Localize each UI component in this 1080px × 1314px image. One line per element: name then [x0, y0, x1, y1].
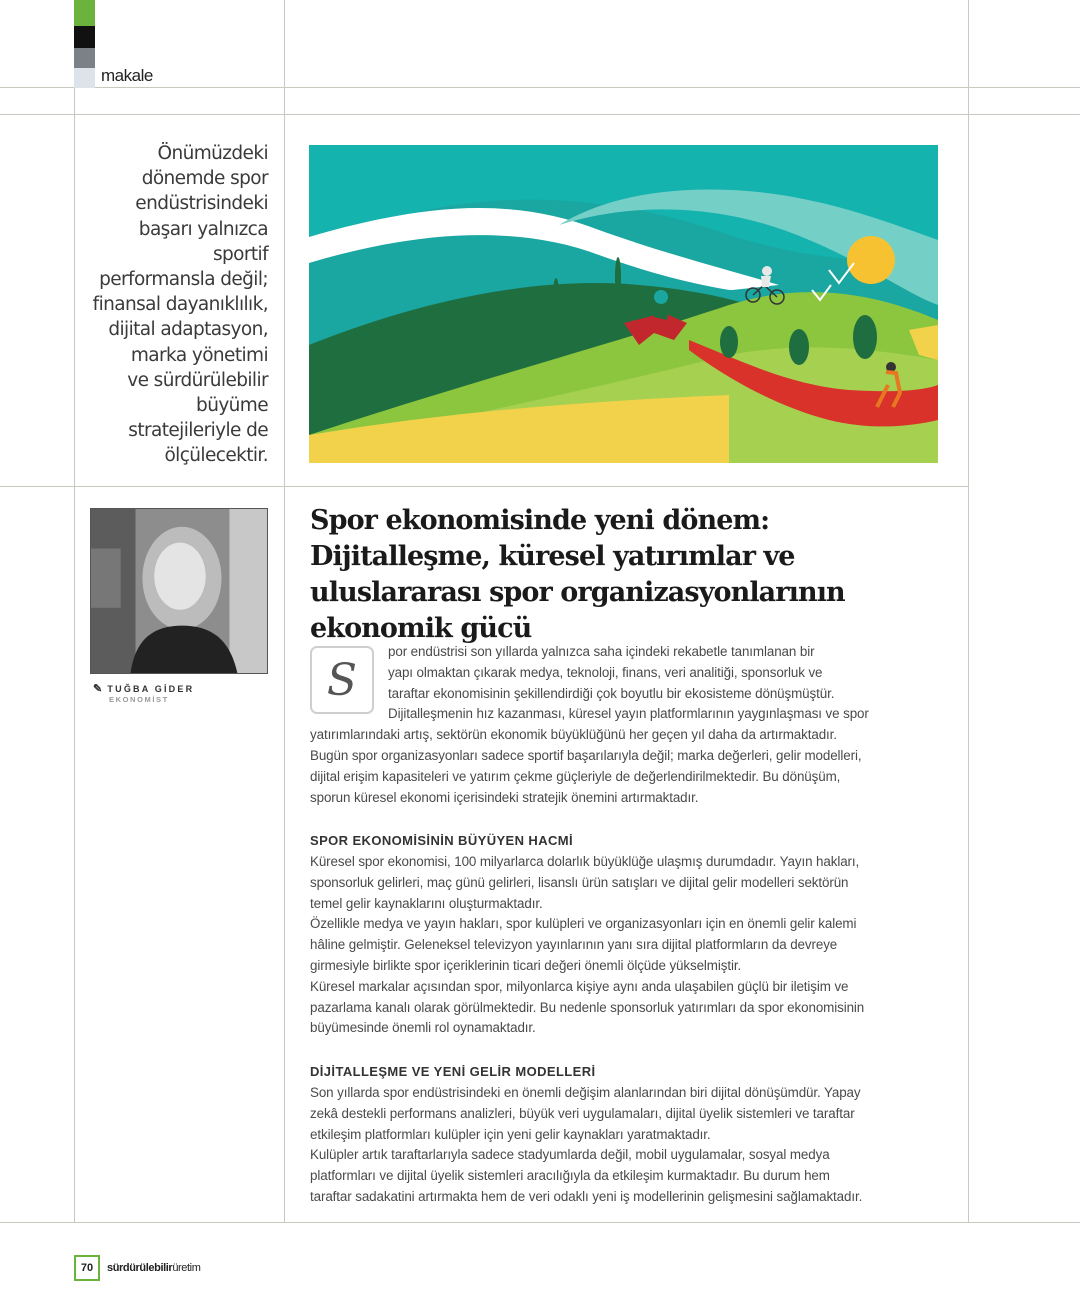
pull-quote-line: Önümüzdeki — [157, 143, 268, 164]
footer-brand — [107, 1262, 200, 1274]
section-body — [310, 1083, 940, 1208]
footer-brand-bold: sürdürülebilir — [107, 1262, 173, 1274]
body-line: Bugün spor organizasyonları sadece sportif başarılarıyla değil; marka değerleri, gelir modelleri, — [310, 747, 862, 763]
pull-quote-line: marka yönetimi — [130, 344, 268, 366]
page-number: 70 — [74, 1255, 100, 1281]
color-swatch-green — [74, 0, 95, 26]
color-swatch-gray — [74, 48, 95, 68]
article-intro — [310, 642, 940, 808]
pull-quote-line: finansal dayanıklılık, — [92, 294, 268, 316]
author-role: EKONOMİST — [109, 695, 169, 704]
body-line: Küresel markalar açısından spor, milyonlarca kişiye aynı anda ulaşabilen güçlü bir iletişim ve — [310, 978, 849, 994]
body-line: sporun küresel ekonomi içerisindeki stratejik önemini artırmaktadır. — [310, 789, 699, 805]
pull-quote-line: ve sürdürülebilir — [127, 369, 268, 391]
pull-quote-line: dijital adaptasyon, — [108, 319, 268, 341]
frame-line-bottom — [0, 1222, 1080, 1223]
body-line: etkileşim platformları kulüpler için yeni gelir kaynakları yaratmaktadır. — [310, 1126, 711, 1142]
body-line: Özellikle medya ve yayın hakları, spor kulüpleri ve organizasyonları için en önemli gelir kalemi — [310, 916, 857, 932]
article-headline: Spor ekonomisinde yeni dönem: Dijitalleşme, küresel yatırımlar ve uluslararası spor organizasyonlarının ekonomik gücü — [310, 505, 845, 644]
body-line: taraftar sadakatini artırmakta hem de veri odaklı yeni iş modellerinin gelişmesini sağlamaktadır. — [310, 1188, 863, 1204]
section-label: makale — [101, 66, 153, 85]
pull-quote-line: ölçülecektir. — [164, 445, 268, 467]
body-line: temel gelir kaynaklarını oluşturmaktadır. — [310, 895, 543, 911]
frame-line-mid — [0, 486, 968, 487]
body-line: Küresel spor ekonomisi, 100 milyarlarca dolarlık büyüklüğe ulaşmış durumdadır. Yayın hakları, — [310, 854, 860, 869]
body-line: girmesiyle birlikte spor içeriklerinin ticari değeri önemli ölçüde yükselmiştir. — [310, 957, 742, 973]
body-line: Kulüpler artık taraftarlarıyla sadece stadyumlarda değil, mobil uygulamalar, sosyal medya — [310, 1147, 830, 1163]
section-heading: DİJİTALLEŞME VE YENİ GELİR MODELLERİ — [310, 1064, 596, 1079]
pen-icon: ✎ — [93, 683, 105, 695]
pull-quote-line: büyüme — [196, 395, 268, 417]
body-line: taraftar ekonomisinin şekillendirdiği çok boyutlu bir ekosisteme dönüşmüştür. — [388, 685, 835, 701]
body-line: zekâ destekli performans analizleri, büyük veri uygulamaları, dijital üyelik sistemleri ve taraftar — [310, 1105, 855, 1121]
frame-line-right — [968, 0, 969, 1222]
body-line: platformları ve dijital üyelik sistemleri aracılığıyla da etkileşim kurmaktadır. Bu durum hem — [310, 1168, 830, 1184]
pull-quote-line: performansla değil; — [99, 269, 268, 291]
author-name — [93, 682, 194, 695]
frame-line-top-1 — [0, 87, 1080, 88]
pull-quote-line: sportif — [212, 243, 268, 265]
frame-line-top-2 — [0, 114, 1080, 115]
body-line: büyümesinde önemli rol oynamaktadır. — [310, 1020, 536, 1036]
hero-illustration — [309, 145, 938, 463]
color-swatch-light — [74, 68, 95, 88]
section-body — [310, 852, 940, 1039]
frame-line-center — [284, 0, 285, 1222]
body-line: Son yıllarda spor endüstrisindeki en önemli değişim alanlarından biri dijital dönüşümdür. Yapay — [310, 1085, 861, 1100]
body-line: por endüstrisi son yıllarda yalnızca saha içindeki rekabetle tanımlanan bir — [388, 644, 815, 659]
frame-line-left — [74, 0, 75, 1222]
pull-quote-line: stratejileriyle de — [128, 420, 268, 442]
author-name-text: TUĞBA GİDER — [107, 683, 195, 694]
author-photo — [90, 508, 268, 674]
body-line: yapı olmaktan çıkarak medya, teknoloji, finans, veri analitiği, sponsorluk ve — [388, 664, 823, 680]
pull-quote-line: başarı yalnızca — [138, 218, 268, 240]
body-line: hâline gelmiştir. Geleneksel televizyon yayınlarının yanı sıra dijital platformların da devreye — [310, 937, 838, 953]
pull-quote-line: dönemde spor — [141, 168, 268, 190]
body-line: sponsorluk gelirleri, maç günü gelirleri, lisanslı ürün satışları ve dijital gelir modelleri sektörün — [310, 874, 849, 890]
body-line: pazarlama kanalı olarak görülmektedir. Bu nedenle sponsorluk yatırımları da spor ekonomisinin — [310, 999, 865, 1015]
pull-quote-line: endüstrisindeki — [135, 193, 268, 215]
body-line: dijital erişim kapasiteleri ve yatırım çekme güçleriyle de değerlendirilmektedir. Bu dönüşüm, — [310, 768, 841, 784]
section-heading: SPOR EKONOMİSİNİN BÜYÜYEN HACMİ — [310, 833, 574, 848]
color-swatch-black — [74, 26, 95, 48]
pull-quote — [86, 141, 268, 469]
body-line: Dijitalleşmenin hız kazanması, küresel yayın platformlarının yaygınlaşması ve spor — [388, 706, 869, 722]
footer-brand-regular: üretim — [172, 1262, 201, 1274]
drop-cap: S — [310, 646, 374, 714]
body-line: yatırımlarındaki artış, sektörün ekonomik büyüklüğünü her geçen yıl daha da artırmaktadır. — [310, 727, 837, 743]
